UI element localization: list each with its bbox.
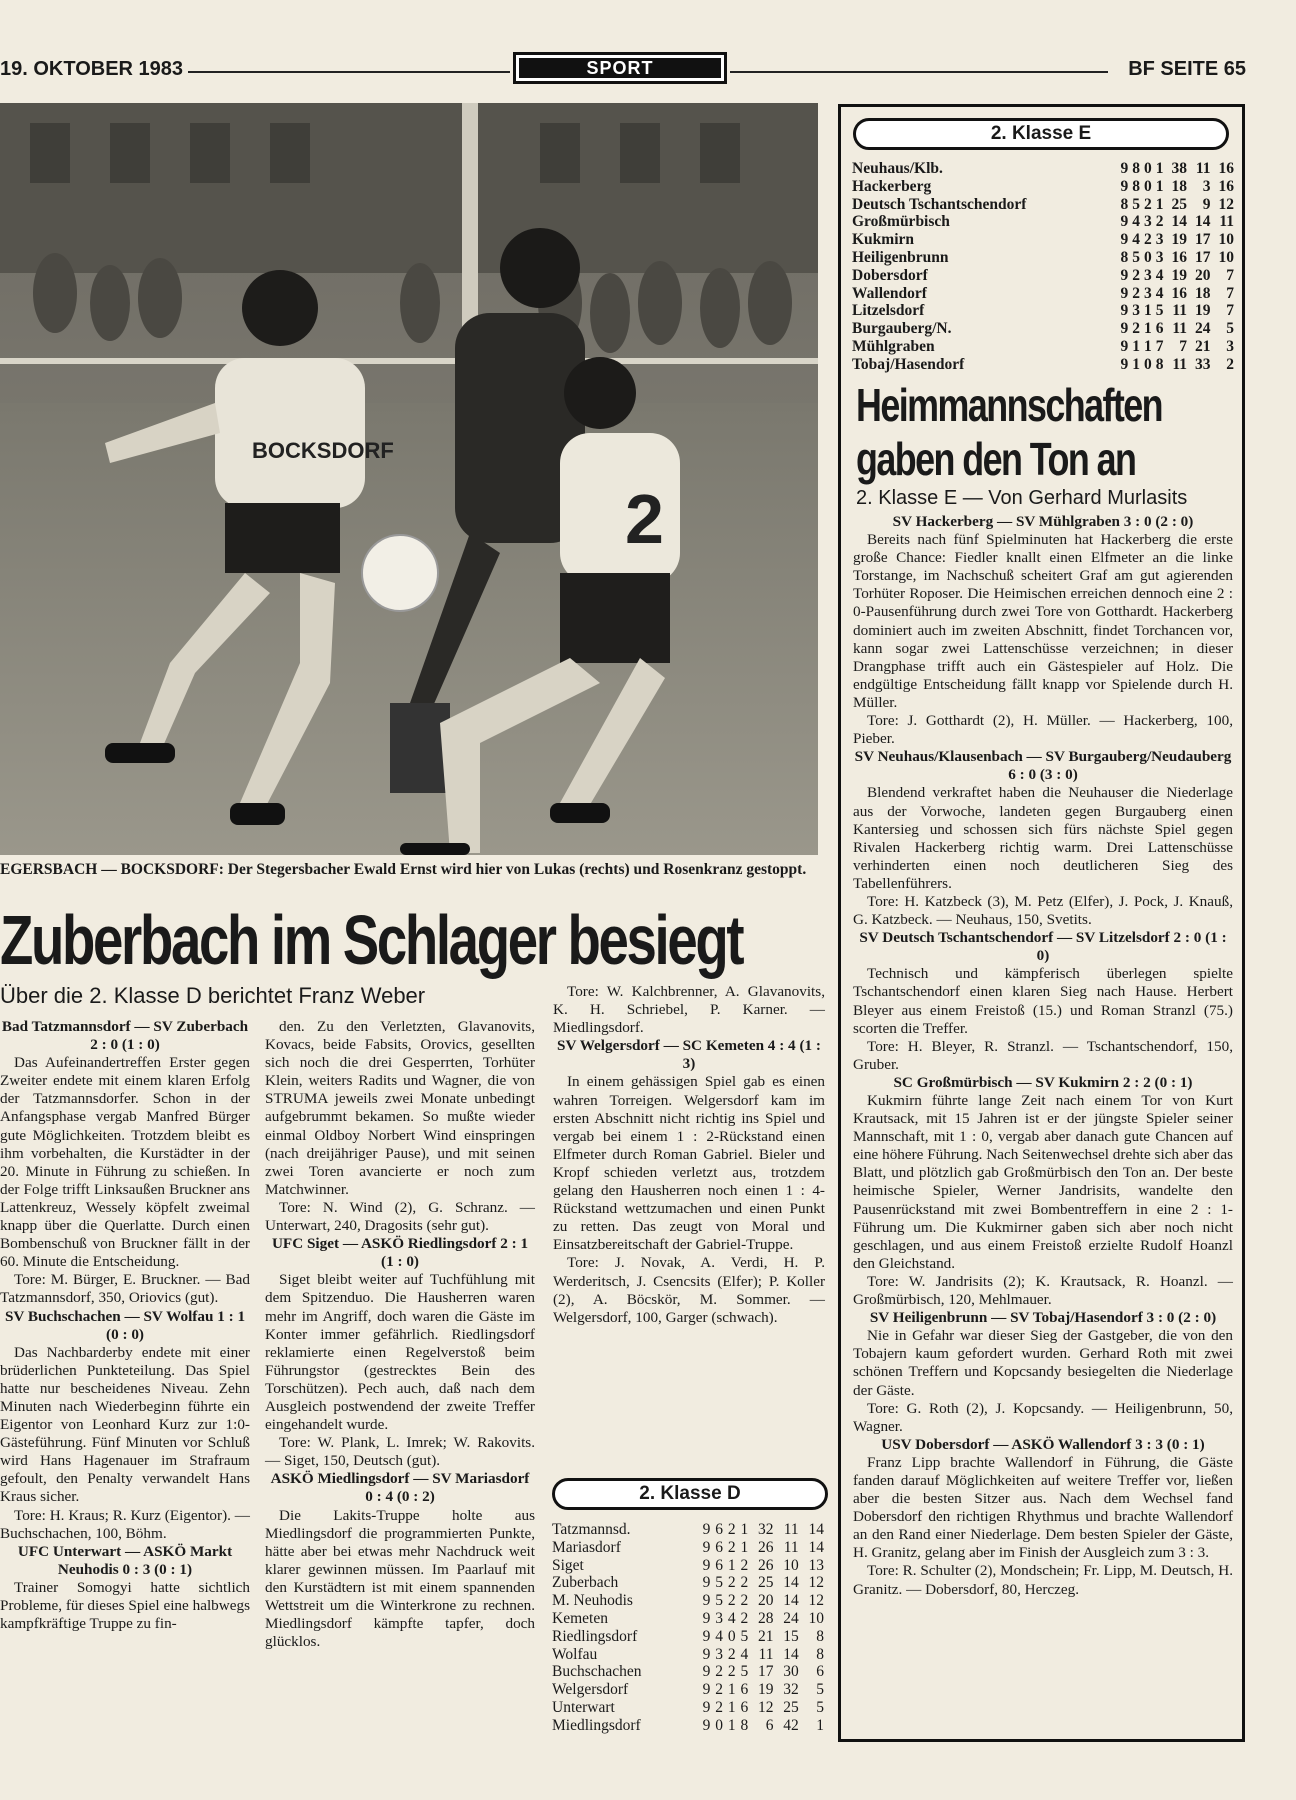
stat-cell: 2 bbox=[727, 1645, 736, 1663]
stat-cell: 1 bbox=[727, 1716, 736, 1734]
header-rule-right bbox=[730, 71, 1108, 73]
stat-cell: 26 bbox=[757, 1556, 774, 1574]
table-row bbox=[852, 267, 1234, 285]
stat-cell: 9 bbox=[702, 1698, 711, 1716]
stat-cell: 4 bbox=[727, 1609, 736, 1627]
table-row bbox=[552, 1646, 824, 1664]
stat-cell: 9 bbox=[702, 1681, 711, 1699]
league-table-klasse-d bbox=[552, 1521, 824, 1735]
table-row bbox=[852, 302, 1234, 320]
team-name: Kemeten bbox=[552, 1609, 608, 1627]
stat-cell: 32 bbox=[783, 1681, 799, 1699]
stat-cell: 2 bbox=[1132, 284, 1140, 302]
stat-cell: 25 bbox=[757, 1574, 774, 1592]
table-row bbox=[852, 160, 1234, 178]
stat-cell: 16 bbox=[1218, 177, 1234, 195]
paragraph: Das Aufeinandertreffen Erster gegen Zweiter endete mit einem klaren Erfolg der Tatzmannsdorfer. Schon in der Anfangsphase vergab Manfred Bürger gute Möglichkeiten. Trotzdem bleibt es ihm vorbehalten, die Kurstädter in der 20. Minute in Führung zu schießen. In der Folge trifft Linksaußen Bruckner ans Lattenkreuz, Wessely köpfelt zweimal knapp über die Querlatte. Durch einen Bombenschuß von Bruckner fällt in der 60. Minute die Entscheidung. bbox=[0, 1054, 250, 1271]
stat-cell: 1 bbox=[727, 1681, 736, 1699]
stat-cell: 32 bbox=[757, 1521, 774, 1538]
stat-cell: 0 bbox=[1143, 248, 1152, 266]
stat-cell: 9 bbox=[1120, 320, 1129, 338]
stat-cell: 2 bbox=[715, 1663, 723, 1681]
stat-cell: 0 bbox=[1143, 160, 1152, 177]
stat-cell: 4 bbox=[1155, 266, 1164, 284]
stat-cell: 1 bbox=[1132, 355, 1140, 373]
stat-cell: 9 bbox=[1202, 195, 1211, 213]
match-heading: USV Dobersdorf — ASKÖ Wallendorf 3 : 3 (0 : 1) bbox=[881, 1435, 1205, 1453]
stat-cell: 1 bbox=[727, 1698, 736, 1716]
stat-cell: 6 bbox=[715, 1556, 723, 1574]
stat-cell: 26 bbox=[757, 1538, 774, 1556]
match-heading: ASKÖ Miedlingsdorf — SV Mariasdorf 0 : 4 (0 : 2) bbox=[270, 1470, 530, 1506]
stat-cell: 24 bbox=[1194, 320, 1211, 338]
team-name: Mühlgraben bbox=[852, 337, 935, 355]
stat-cell: 7 bbox=[1226, 266, 1234, 284]
stat-cell: 17 bbox=[757, 1663, 774, 1681]
stat-cell: 24 bbox=[783, 1609, 799, 1627]
stat-cell: 1 bbox=[816, 1716, 824, 1734]
paragraph: Technisch und kämpferisch überlegen spielte Tschantschendorf einen klaren Sieg nach Hause. Herbert Bleyer aus einem Freistoß (15.) und Roman Stranzl (75.) scorten die Treffer. bbox=[853, 965, 1233, 1037]
stat-cell: 8 bbox=[740, 1716, 749, 1734]
stat-cell: 1 bbox=[1143, 337, 1152, 355]
paragraph: Nie in Gefahr war dieser Sieg der Gastgeber, die von den Tobajern kaum gefordert wurden. Gerhard Roth mit zwei schönen Treffern und Kopcsandy besiegelten die Niederlage der Gäste. bbox=[853, 1327, 1233, 1399]
stat-cell: 2 bbox=[1226, 355, 1234, 373]
stat-cell: 1 bbox=[727, 1556, 736, 1574]
stat-cell: 11 bbox=[783, 1538, 799, 1556]
header-rule-left bbox=[188, 71, 510, 73]
stat-cell: 9 bbox=[702, 1645, 711, 1663]
stat-cell: 9 bbox=[702, 1663, 711, 1681]
stat-cell: 11 bbox=[1172, 355, 1187, 373]
stat-cell: 5 bbox=[740, 1663, 749, 1681]
stat-cell: 10 bbox=[1218, 248, 1234, 266]
table-row bbox=[852, 231, 1234, 249]
stat-cell: 14 bbox=[783, 1645, 799, 1663]
stat-cell: 6 bbox=[715, 1538, 723, 1556]
stat-cell: 7 bbox=[1179, 337, 1187, 355]
stat-cell: 2 bbox=[727, 1521, 736, 1538]
stat-cell: 2 bbox=[1132, 320, 1140, 338]
stat-cell: 7 bbox=[1155, 337, 1164, 355]
stat-cell: 28 bbox=[757, 1609, 774, 1627]
stat-cell: 12 bbox=[1218, 195, 1234, 213]
table-row bbox=[552, 1557, 824, 1575]
team-name: Zuberbach bbox=[552, 1574, 619, 1592]
article-d-column-3 bbox=[553, 983, 825, 1327]
stat-cell: 2 bbox=[740, 1574, 749, 1592]
stat-cell: 2 bbox=[740, 1592, 749, 1610]
paragraph: Siget bleibt weiter auf Tuchfühlung mit dem Spitzenduo. Die Hausherren waren mehr im Angriff, doch waren die Gäste im Konter immer gefährlich. Riedlingsdorf reklamierte einen Regelverstoß beim Führungstor (gestrecktes Bein des Torschützen). Pech auch, daß nach dem Ausgleich postwendend der zweite Treffer eingehandelt wurde. bbox=[265, 1271, 535, 1434]
paragraph: Das Nachbarderby endete mit einer brüderlichen Punkteteilung. Das Spiel hatte nur bescheidenes Niveau. Zehn Minuten nach Wiederbeginn führte ein Eigentor von Leonhard Kurz zur 1:0-Gästeführung. Fünf Minuten vor Schluß wird Hans Hagenauer im Strafraum gefoult, den Penalty verwandelt Hans Kraus sicher. bbox=[0, 1343, 250, 1506]
match-heading: SV Hackerberg — SV Mühlgraben 3 : 0 (2 : 0) bbox=[892, 513, 1194, 530]
stat-cell: 7 bbox=[1226, 284, 1234, 302]
stat-cell: 5 bbox=[715, 1574, 723, 1592]
stat-cell: 9 bbox=[1120, 284, 1129, 302]
stat-cell: 3 bbox=[715, 1645, 723, 1663]
stat-cell: 12 bbox=[757, 1698, 774, 1716]
table-row bbox=[852, 249, 1234, 267]
stat-cell: 10 bbox=[1218, 231, 1234, 249]
team-name: Welgersdorf bbox=[552, 1681, 629, 1699]
stat-cell: 1 bbox=[1143, 320, 1152, 338]
stat-cell: 3 bbox=[1155, 231, 1164, 249]
paragraph: Tore: G. Roth (2), J. Kopcsandy. — Heiligenbrunn, 50, Wagner. bbox=[853, 1399, 1233, 1435]
stat-cell: 1 bbox=[740, 1521, 749, 1538]
match-heading: UFC Unterwart — ASKÖ Markt Neuhodis 0 : 3 (0 : 1) bbox=[17, 1542, 233, 1578]
stat-cell: 4 bbox=[1132, 213, 1140, 231]
match-heading: Bad Tatzmannsdorf — SV Zuberbach 2 : 0 (1 : 0) bbox=[1, 1018, 249, 1054]
stat-cell: 9 bbox=[702, 1592, 711, 1610]
team-name: M. Neuhodis bbox=[552, 1592, 633, 1610]
stat-cell: 3 bbox=[1143, 266, 1152, 284]
paragraph: Franz Lipp brachte Wallendorf in Führung, die Gäste fanden darauf Möglichkeiten auf weitere Treffer vor, ließen aber die besten Sitzer aus. Nach dem Wechsel fand Dobersdorf den richtigen Rhythmus und brachte Wallendorf an den Rand einer Niederlage. Dem besten Spieler der Gäste, H. Granitz, gelang aber im Finish der Ausgleich zum 3 : 3. bbox=[853, 1453, 1233, 1562]
stat-cell: 11 bbox=[1219, 213, 1234, 231]
stat-cell: 19 bbox=[757, 1681, 774, 1699]
stat-cell: 8 bbox=[1132, 177, 1140, 195]
stat-cell: 15 bbox=[783, 1627, 799, 1645]
stat-cell: 9 bbox=[1120, 302, 1129, 320]
article-d-column-1 bbox=[0, 1018, 250, 1633]
article-d-column-2 bbox=[265, 1018, 535, 1651]
stat-cell: 4 bbox=[740, 1645, 749, 1663]
stat-cell: 1 bbox=[1155, 177, 1164, 195]
team-name: Hackerberg bbox=[852, 177, 932, 195]
stat-cell: 8 bbox=[1120, 248, 1129, 266]
stat-cell: 0 bbox=[715, 1716, 723, 1734]
stat-cell: 8 bbox=[1132, 160, 1140, 177]
paragraph: Tore: W. Plank, L. Imrek; W. Rakovits. — Siget, 150, Deutsch (gut). bbox=[265, 1434, 535, 1470]
team-name: Unterwart bbox=[552, 1698, 615, 1716]
paragraph: den. Zu den Verletzten, Glavanovits, Kovacs, beide Fabsits, Orovics, gesellten sich noch die drei Gesperrten, Torhüter Klein, weiters Radits und Wagner, die von STRUMA jeweils zwei Monate unbedingt aufgebrummt bekamen. So mußte wieder einmal Oldboy Norbert Wind einspringen (nach dreijähriger Pause), und mit seinen zwei Toren avancierte er noch zum Matchwinner. bbox=[265, 1018, 535, 1198]
headline-klasse-d: Zuberbach im Schlager besiegt bbox=[0, 901, 743, 979]
stat-cell: 2 bbox=[1143, 195, 1152, 213]
stat-cell: 9 bbox=[1120, 231, 1129, 249]
stat-cell: 38 bbox=[1171, 160, 1187, 177]
article-e-column bbox=[853, 513, 1233, 1599]
team-name: Wallendorf bbox=[852, 284, 927, 302]
stat-cell: 9 bbox=[702, 1538, 711, 1556]
stat-cell: 2 bbox=[1143, 231, 1152, 249]
shirt-number: 2 bbox=[625, 480, 664, 558]
stat-cell: 1 bbox=[1155, 160, 1164, 177]
paragraph: Tore: H. Katzbeck (3), M. Petz (Elfer), J. Pock, J. Knauß, G. Katzbeck. — Neuhaus, 150, Svetits. bbox=[853, 892, 1233, 929]
stat-cell: 1 bbox=[1132, 337, 1140, 355]
shirt-sponsor-text: BOCKSDORF bbox=[252, 438, 394, 463]
stat-cell: 5 bbox=[1226, 320, 1234, 338]
stat-cell: 9 bbox=[1120, 213, 1129, 231]
team-name: Deutsch Tschantschendorf bbox=[852, 195, 1027, 213]
paragraph: In einem gehässigen Spiel gab es einen wahren Torreigen. Welgersdorf kam im ersten Abschnitt nicht richtig ins Spiel und vergab bei einem 1 : 2-Rückstand einen Elfmeter durch Roman Gabriel. Bieler und Kropf schieden verletzt aus, trotzdem gelang den Hausherren noch einen 1 : 4-Rückstand wettzumachen und einen Punkt zu retten. Das zeugt von Moral und Einsatzbereitschaft der Gabriel-Truppe. bbox=[553, 1073, 825, 1254]
stat-cell: 2 bbox=[740, 1609, 749, 1627]
stat-cell: 7 bbox=[1226, 302, 1234, 320]
stat-cell: 2 bbox=[727, 1592, 736, 1610]
stat-cell: 42 bbox=[783, 1716, 799, 1734]
paragraph: Tore: N. Wind (2), G. Schranz. — Unterwart, 240, Dragosits (sehr gut). bbox=[265, 1198, 535, 1235]
team-name: Dobersdorf bbox=[852, 266, 928, 284]
table-title-klasse-d: 2. Klasse D bbox=[552, 1478, 828, 1510]
stat-cell: 4 bbox=[1155, 284, 1164, 302]
team-name: Heiligenbrunn bbox=[852, 248, 949, 266]
stat-cell: 6 bbox=[740, 1681, 749, 1699]
stat-cell: 6 bbox=[1155, 320, 1164, 338]
stat-cell: 2 bbox=[740, 1556, 749, 1574]
paragraph: Tore: J. Gotthardt (2), H. Müller. — Hackerberg, 100, Pieber. bbox=[853, 712, 1233, 748]
stat-cell: 9 bbox=[702, 1627, 711, 1645]
section-label-text: SPORT bbox=[519, 58, 721, 78]
table-row bbox=[552, 1717, 824, 1735]
stat-cell: 2 bbox=[727, 1538, 736, 1556]
paragraph: Kukmirn führte lange Zeit nach einem Tor von Kurt Krautsack, mit 15 Jahren ist er der jüngste Spieler seiner Mannschaft, mit 1 : 0, vergab aber danach gute Chancen auf eine höhere Führung. Nach Seitenwechsel drehte sich aber das Blatt, und plötzlich gab Großmürbisch den Ton an. Der beste heimische Spieler, Werner Jandrisits, wandelte den Pausenrückstand mit zwei Bombentreffern in eine 2 : 1-Führung um. Die Kukmirner gaben sich aber noch nicht geschlagen, und aus einem Freistoß erzielte Rudolf Hoanzl den Gleichstand. bbox=[853, 1092, 1233, 1272]
table-row bbox=[852, 338, 1234, 356]
stat-cell: 5 bbox=[715, 1592, 723, 1610]
match-heading: UFC Siget — ASKÖ Riedlingsdorf 2 : 1 (1 : 0) bbox=[271, 1235, 529, 1271]
team-name: Neuhaus/Klb. bbox=[852, 160, 943, 177]
table-row bbox=[852, 356, 1234, 374]
stat-cell: 21 bbox=[1194, 337, 1211, 355]
stat-cell: 3 bbox=[715, 1609, 723, 1627]
table-row bbox=[852, 178, 1234, 196]
stat-cell: 12 bbox=[808, 1592, 824, 1610]
team-name: Kukmirn bbox=[852, 231, 915, 249]
stat-cell: 9 bbox=[702, 1556, 711, 1574]
stat-cell: 4 bbox=[715, 1627, 723, 1645]
team-name: Buchschachen bbox=[552, 1663, 642, 1681]
section-label bbox=[513, 52, 727, 84]
paragraph: Tore: R. Schulter (2), Mondschein; Fr. Lipp, M. Deutsch, H. Granitz. — Dobersdorf, 80, Herczeg. bbox=[853, 1562, 1233, 1598]
stat-cell: 5 bbox=[1155, 302, 1164, 320]
paragraph: Tore: H. Kraus; R. Kurz (Eigentor). — Buchschachen, 100, Böhm. bbox=[0, 1506, 250, 1542]
stat-cell: 8 bbox=[1155, 355, 1164, 373]
team-name: Riedlingsdorf bbox=[552, 1627, 638, 1645]
stat-cell: 1 bbox=[740, 1538, 749, 1556]
team-name: Tatzmannsd. bbox=[552, 1521, 631, 1538]
stat-cell: 6 bbox=[765, 1716, 774, 1734]
stat-cell: 33 bbox=[1194, 355, 1211, 373]
stat-cell: 5 bbox=[816, 1681, 824, 1699]
stat-cell: 0 bbox=[1143, 177, 1152, 195]
stat-cell: 9 bbox=[1120, 160, 1129, 177]
stat-cell: 11 bbox=[1172, 302, 1187, 320]
byline-klasse-e: 2. Klasse E — Von Gerhard Murlasits bbox=[856, 487, 1188, 509]
stat-cell: 25 bbox=[783, 1698, 799, 1716]
stat-cell: 16 bbox=[1218, 160, 1234, 177]
stat-cell: 9 bbox=[702, 1521, 711, 1538]
stat-cell: 2 bbox=[727, 1574, 736, 1592]
stat-cell: 16 bbox=[1171, 284, 1187, 302]
stat-cell: 14 bbox=[1171, 213, 1187, 231]
stat-cell: 14 bbox=[808, 1521, 824, 1538]
stat-cell: 8 bbox=[816, 1627, 824, 1645]
match-heading: SV Deutsch Tschantschendorf — SV Litzelsdorf 2 : 0 (1 : 0) bbox=[859, 929, 1227, 965]
stat-cell: 3 bbox=[1143, 284, 1152, 302]
table-row bbox=[852, 196, 1234, 214]
byline-klasse-d: Über die 2. Klasse D berichtet Franz Weber bbox=[0, 983, 426, 1008]
match-heading: SV Welgersdorf — SC Kemeten 4 : 4 (1 : 3) bbox=[557, 1037, 821, 1073]
match-heading: SC Großmürbisch — SV Kukmirn 2 : 2 (0 : 1) bbox=[893, 1073, 1193, 1091]
stat-cell: 18 bbox=[1194, 284, 1211, 302]
league-table-klasse-e bbox=[852, 160, 1234, 374]
stat-cell: 9 bbox=[1120, 177, 1129, 195]
stat-cell: 14 bbox=[783, 1592, 799, 1610]
paragraph: Tore: W. Jandrisits (2); K. Krautsack, R. Hoanzl. — Großmürbisch, 120, Mehlmauer. bbox=[853, 1272, 1233, 1309]
stat-cell: 4 bbox=[1132, 231, 1140, 249]
team-name: Wolfau bbox=[552, 1645, 598, 1663]
table-row bbox=[552, 1539, 824, 1557]
table-row bbox=[852, 213, 1234, 231]
table-row bbox=[852, 320, 1234, 338]
stat-cell: 14 bbox=[783, 1574, 799, 1592]
stat-cell: 20 bbox=[757, 1592, 774, 1610]
stat-cell: 19 bbox=[1194, 302, 1211, 320]
paragraph: Trainer Somogyi hatte sichtlich Probleme, für dieses Spiel eine halbwegs kampfkräftige Truppe zu fin- bbox=[0, 1578, 250, 1633]
table-row bbox=[552, 1610, 824, 1628]
stat-cell: 6 bbox=[740, 1698, 749, 1716]
table-row bbox=[552, 1574, 824, 1592]
stat-cell: 1 bbox=[1155, 195, 1164, 213]
match-heading: SV Heiligenbrunn — SV Tobaj/Hasendorf 3 : 0 (2 : 0) bbox=[869, 1309, 1217, 1327]
page-number: BF SEITE 65 bbox=[1128, 58, 1246, 80]
stat-cell: 2 bbox=[1155, 213, 1164, 231]
stat-cell: 21 bbox=[757, 1627, 774, 1645]
stat-cell: 6 bbox=[816, 1663, 824, 1681]
paragraph: Tore: J. Novak, A. Verdi, H. P. Werderitsch, J. Csencsits (Elfer); P. Koller (2), A. Böcskör, M. Sommer. — Welgersdorf, 100, Garger (schwach). bbox=[553, 1254, 825, 1326]
stat-cell: 2 bbox=[1132, 266, 1140, 284]
table-row bbox=[852, 285, 1234, 303]
stat-cell: 2 bbox=[715, 1698, 723, 1716]
stat-cell: 11 bbox=[758, 1645, 774, 1663]
table-title-klasse-e: 2. Klasse E bbox=[853, 118, 1229, 150]
stat-cell: 11 bbox=[783, 1521, 799, 1538]
stat-cell: 17 bbox=[1194, 248, 1211, 266]
stat-cell: 9 bbox=[702, 1609, 711, 1627]
team-name: Litzelsdorf bbox=[852, 302, 925, 320]
stat-cell: 11 bbox=[1172, 320, 1187, 338]
paragraph: Bereits nach fünf Spielminuten hat Hackerberg die erste große Chance: Fiedler knallt einen Elfmeter an die linke Torstange, im Nachschuß scheitert Graf am gut agierenden Torhüter Roposer. Die Heimischen erreichen dennoch eine 2 : 0-Pausenführung durch zwei Tore von Gotthardt. Hackerberg dominiert auch im zweiten Abschnitt, findet Torchancen vor, kann sogar zwei Lattenschüsse verzeichnen; in dieser Drangphase trifft auch ein Gästespieler auf Holz. Die endgültige Entscheidung fällt knapp vor Spielende durch H. Müller. bbox=[853, 531, 1233, 711]
stat-cell: 2 bbox=[727, 1663, 736, 1681]
team-name: Siget bbox=[552, 1556, 584, 1574]
stat-cell: 8 bbox=[816, 1645, 824, 1663]
match-heading: SV Buchschachen — SV Wolfau 1 : 1 (0 : 0) bbox=[4, 1307, 246, 1343]
paragraph: Tore: M. Bürger, E. Bruckner. — Bad Tatzmannsdorf, 350, Oriovics (gut). bbox=[0, 1271, 250, 1307]
stat-cell: 3 bbox=[1132, 302, 1140, 320]
stat-cell: 20 bbox=[1194, 266, 1211, 284]
stat-cell: 19 bbox=[1171, 231, 1187, 249]
stat-cell: 1 bbox=[1143, 302, 1152, 320]
team-name: Tobaj/Hasendorf bbox=[852, 355, 965, 373]
stat-cell: 8 bbox=[1120, 195, 1129, 213]
stat-cell: 3 bbox=[1202, 177, 1211, 195]
stat-cell: 18 bbox=[1171, 177, 1187, 195]
table-row bbox=[552, 1592, 824, 1610]
stat-cell: 17 bbox=[1194, 231, 1211, 249]
stat-cell: 5 bbox=[1132, 248, 1140, 266]
stat-cell: 0 bbox=[1143, 355, 1152, 373]
paragraph: Die Lakits-Truppe holte aus Miedlingsdorf die programmierten Punkte, hätte aber bei etwas mehr Nachdruck weit klarer gewinnen müssen. Im Paarlauf mit den Kurstädtern ist mit einem spannenden Wettstreit um die Winterkrone zu rechnen. Miedlingsdorf kämpfte tapfer, doch glücklos. bbox=[265, 1506, 535, 1651]
stat-cell: 9 bbox=[1120, 355, 1129, 373]
stat-cell: 5 bbox=[1132, 195, 1140, 213]
stat-cell: 14 bbox=[1194, 213, 1211, 231]
stat-cell: 30 bbox=[783, 1663, 799, 1681]
team-name: Mariasdorf bbox=[552, 1538, 621, 1556]
stat-cell: 19 bbox=[1171, 266, 1187, 284]
table-row bbox=[552, 1663, 824, 1681]
stat-cell: 10 bbox=[808, 1609, 824, 1627]
stat-cell: 16 bbox=[1171, 248, 1187, 266]
stat-cell: 14 bbox=[808, 1538, 824, 1556]
stat-cell: 9 bbox=[1120, 337, 1129, 355]
stat-cell: 25 bbox=[1171, 195, 1187, 213]
stat-cell: 3 bbox=[1143, 213, 1152, 231]
stat-cell: 12 bbox=[808, 1574, 824, 1592]
paragraph: Blendend verkraftet haben die Neuhauser die Niederlage aus der Vorwoche, landeten gegen Burgauberg einen Kantersieg und schossen sich fürs nächste Spiel gegen Rivalen Hackerberg richtig warm. Drei Lattenschüsse verhinderten einen noch deutlicheren Sieg des Tabellenführers. bbox=[853, 784, 1233, 892]
stat-cell: 0 bbox=[727, 1627, 736, 1645]
stat-cell: 3 bbox=[1155, 248, 1164, 266]
table-row bbox=[552, 1628, 824, 1646]
stat-cell: 3 bbox=[1226, 337, 1234, 355]
match-photo bbox=[0, 103, 818, 855]
stat-cell: 6 bbox=[715, 1521, 723, 1538]
headline-klasse-e: Heimmannschaften gaben den Ton an bbox=[856, 379, 1163, 485]
paragraph: Tore: H. Bleyer, R. Stranzl. — Tschantschendorf, 150, Gruber. bbox=[853, 1037, 1233, 1073]
photo-caption: EGERSBACH — BOCKSDORF: Der Stegersbacher Ewald Ernst wird hier von Lukas (rechts) und Rosenkranz gestoppt. bbox=[0, 861, 807, 878]
team-name: Miedlingsdorf bbox=[552, 1716, 641, 1734]
paragraph: Tore: W. Kalchbrenner, A. Glavanovits, K. H. Schriebel, P. Karner. — Miedlingsdorf. bbox=[553, 983, 825, 1037]
match-heading: SV Neuhaus/Klausenbach — SV Burgauberg/Neudauberg 6 : 0 (3 : 0) bbox=[854, 748, 1232, 784]
match-photo-image bbox=[0, 103, 818, 855]
stat-cell: 5 bbox=[740, 1627, 749, 1645]
stat-cell: 10 bbox=[783, 1556, 799, 1574]
table-row bbox=[552, 1681, 824, 1699]
stat-cell: 11 bbox=[1195, 160, 1211, 177]
stat-cell: 9 bbox=[702, 1574, 711, 1592]
issue-date: 19. OKTOBER 1983 bbox=[0, 58, 184, 80]
table-row bbox=[552, 1699, 824, 1717]
team-name: Großmürbisch bbox=[852, 213, 950, 231]
stat-cell: 13 bbox=[808, 1556, 824, 1574]
table-row bbox=[552, 1521, 824, 1539]
stat-cell: 2 bbox=[715, 1681, 723, 1699]
stat-cell: 5 bbox=[816, 1698, 824, 1716]
stat-cell: 9 bbox=[702, 1716, 711, 1734]
stat-cell: 9 bbox=[1120, 266, 1129, 284]
team-name: Burgauberg/N. bbox=[852, 320, 952, 338]
